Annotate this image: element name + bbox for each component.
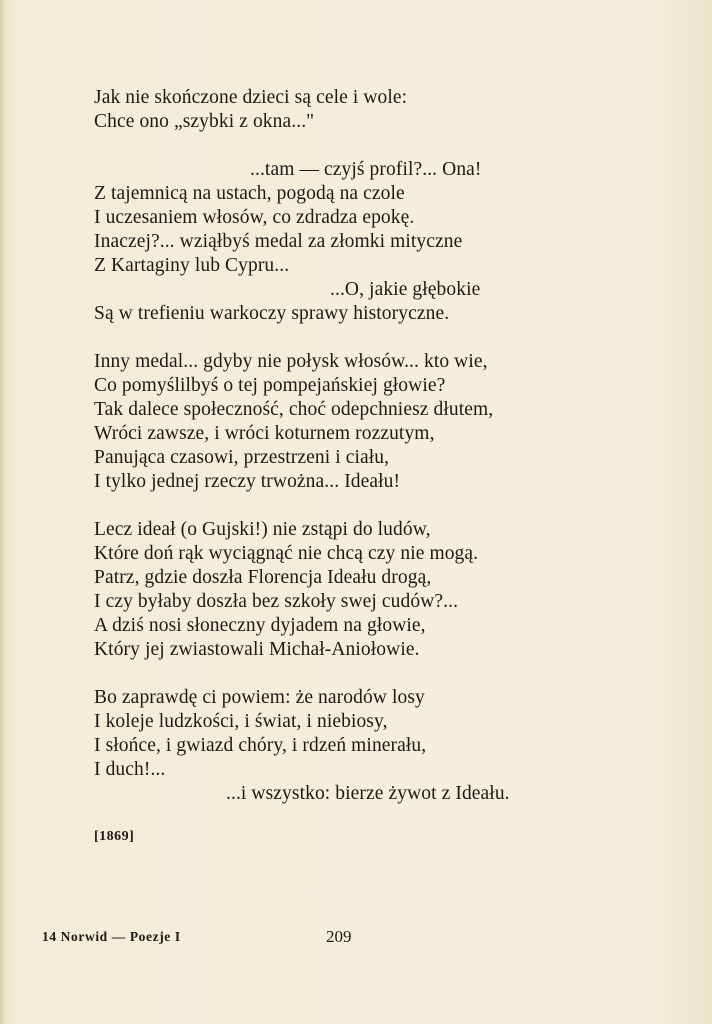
stanza-5 [94, 686, 574, 806]
poem-line: I czy byłaby doszła bez szkoły swej cudów?... [94, 591, 459, 612]
poem-line: Chce ono „szybki z okna..." [94, 111, 315, 132]
poem-line: ...i wszystko: bierze żywot z Ideału. [226, 783, 510, 804]
poem-line: Co pomyślilbyś o tej pompejańskiej głowie? [94, 375, 446, 396]
poem-line: Bo zaprawdę ci powiem: że narodów losy [94, 687, 425, 708]
poem-line: Lecz ideał (o Gujski!) nie zstąpi do ludów, [94, 519, 431, 540]
page-binding-edge [0, 0, 6, 1024]
poem-line: A dziś nosi słoneczny dyjadem na głowie, [94, 615, 426, 636]
poem-line: I słońce, i gwiazd chóry, i rdzeń minerału, [94, 735, 427, 756]
poem-line: Które doń rąk wyciągnąć nie chcą czy nie mogą. [94, 543, 479, 564]
poem-line: I duch!... [94, 759, 166, 780]
stanza-1 [94, 86, 574, 134]
poem-line: ...tam — czyjś profil?... Ona! [250, 159, 482, 180]
stanza-4 [94, 518, 574, 662]
poem-line: Wróci zawsze, i wróci koturnem rozzutym, [94, 423, 435, 444]
poem-line: Panująca czasowi, przestrzeni i ciału, [94, 447, 390, 468]
stanza-2 [94, 158, 574, 326]
poem-line: Są w trefieniu warkoczy sprawy historyczne. [94, 303, 450, 324]
poem-line: Tak dalece społeczność, choć odepchniesz dłutem, [94, 399, 494, 420]
poem-body [94, 86, 574, 830]
poem-line: I uczesaniem włosów, co zdradza epokę. [94, 207, 415, 228]
poem-line: Patrz, gdzie doszła Florencja Ideału drogą, [94, 567, 432, 588]
poem-line: Inny medal... gdyby nie połysk włosów... kto wie, [94, 351, 488, 372]
poem-line: Z Kartaginy lub Cypru... [94, 255, 290, 276]
poem-line: I koleje ludzkości, i świat, i niebiosy, [94, 711, 388, 732]
poem-line: Inaczej?... wziąłbyś medal za złomki mityczne [94, 231, 463, 252]
poem-line: ...O, jakie głębokie [330, 279, 481, 300]
poem-line: Który jej zwiastowali Michał-Aniołowie. [94, 639, 420, 660]
poem-date: [1869] [94, 829, 135, 844]
poem-line: I tylko jednej rzeczy trwożna... Ideału! [94, 471, 401, 492]
poem-line: Jak nie skończone dzieci są cele i wole: [94, 87, 408, 108]
poem-line: Z tajemnicą na ustach, pogodą na czole [94, 183, 405, 204]
stanza-3 [94, 350, 574, 494]
page-number: 209 [326, 927, 352, 946]
printer-signature: 14 Norwid — Poezje I [42, 929, 181, 944]
